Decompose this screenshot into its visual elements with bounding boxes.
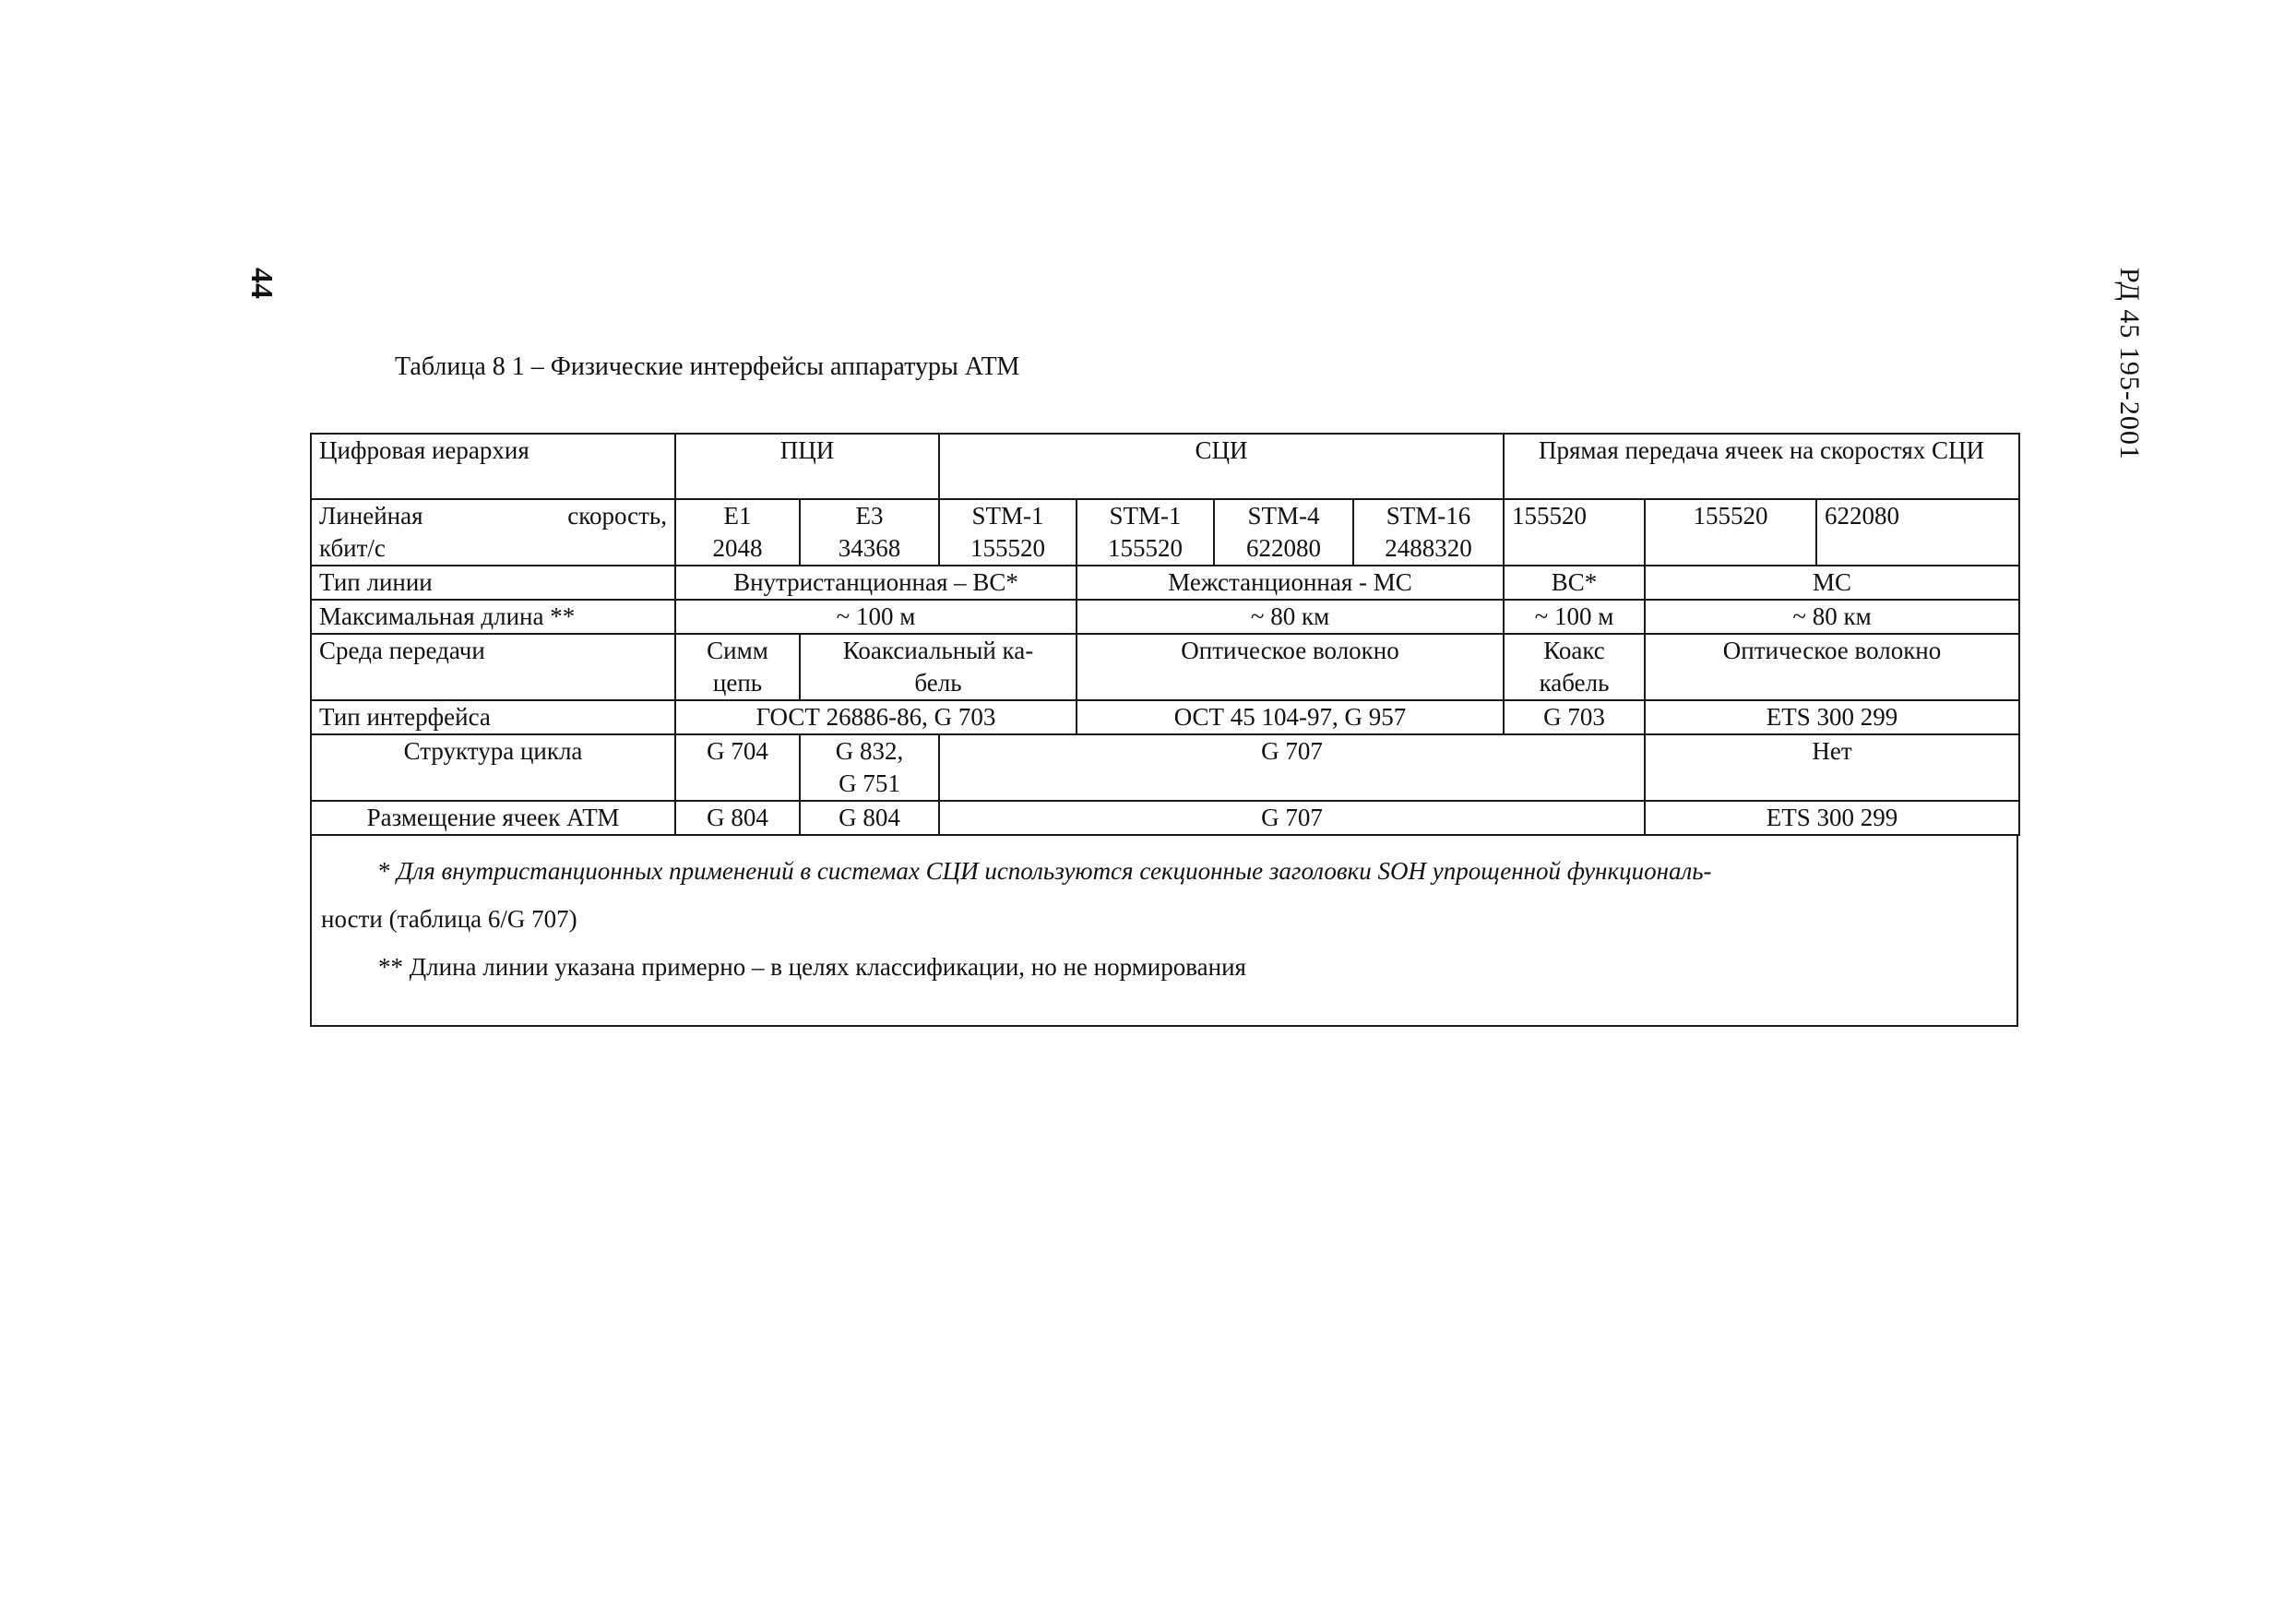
cell-medium-label: Среда передачи [311,634,675,700]
speed-stm16-name: STM-16 [1386,502,1471,530]
cell-mapping-label: Размещение ячеек АТМ [311,801,675,835]
frame-b-line-1: G 832, [835,737,904,765]
cell-line-type-intra: Внутристанционная – ВС* [675,566,1077,600]
cell-speed-direct-2: 155520 [1645,499,1816,566]
cell-max-length-d: ~ 80 км [1645,600,2019,634]
row-frame-structure [311,734,2019,801]
table-caption: Таблица 8 1 – Физические интерфейсы аппаратуры АТМ [395,352,1020,381]
speed-stm16-value: 2488320 [1385,534,1472,562]
note-1 [321,847,2009,943]
cell-speed-e3 [800,499,939,566]
row-cell-mapping [311,801,2019,835]
speed-stm4-value: 622080 [1246,534,1321,562]
note-2: ** Длина линии указана примерно – в целях классификации, но не нормирования [378,953,1246,981]
row-interface-type [311,700,2019,734]
medium-coax-line-1: Коаксиальный ка- [842,637,1034,664]
cell-sdh: СЦИ [939,434,1504,499]
row-hierarchy [311,434,2019,499]
cell-line-type-inter: Межстанционная - МС [1077,566,1504,600]
speed-label-word-2: скорость, [567,502,667,530]
cell-frame-a: G 704 [675,734,800,801]
cell-frame-c: G 707 [939,734,1645,801]
speed-label-unit: кбит/с [319,534,386,562]
cell-interface-c: G 703 [1504,700,1645,734]
row-line-type [311,566,2019,600]
cell-interface-label: Тип интерфейса [311,700,675,734]
table-notes [310,836,2018,1027]
cell-pdh: ПЦИ [675,434,939,499]
interfaces-table [310,433,2020,836]
speed-stm4-name: STM-4 [1247,502,1320,530]
speed-e1-name: E1 [723,502,752,530]
speed-stm1-a-name: STM-1 [971,502,1044,530]
note-1-continuation: ности (таблица 6/G 707) [321,905,577,933]
cell-speed-label [311,499,675,566]
table-container [310,433,2018,1027]
note-1-italic: Для внутристанционных применений в системах СЦИ используются секционные заголовки SOH упрощенной функциональ- [397,857,1712,885]
cell-speed-e1 [675,499,800,566]
cell-speed-stm1-b [1077,499,1214,566]
document-id: РД 45 195-2001 [2114,268,2145,460]
note-1-marker: * [378,857,398,885]
cell-speed-stm1-a [939,499,1077,566]
cell-medium-coax-short [1504,634,1645,700]
speed-e3-value: 34368 [838,534,901,562]
medium-coax-short-line-2: кабель [1539,669,1610,697]
cell-frame-label: Структура цикла [311,734,675,801]
medium-coax-short-line-1: Коакс [1543,637,1605,664]
cell-max-length-b: ~ 80 км [1077,600,1504,634]
cell-interface-d: ETS 300 299 [1645,700,2019,734]
cell-medium-symm [675,634,800,700]
medium-coax-line-2: бель [914,669,962,697]
speed-e1-value: 2048 [712,534,763,562]
cell-frame-b [800,734,939,801]
cell-line-type-label: Тип линии [311,566,675,600]
speed-label-word-1: Линейная [319,502,423,530]
cell-medium-optic: Оптическое волокно [1077,634,1504,700]
frame-b-line-2: G 751 [839,769,900,797]
speed-label-line-1 [319,500,667,532]
medium-symm-line-2: цепь [712,669,763,697]
cell-medium-coax [800,634,1077,700]
cell-direct-transfer: Прямая передача ячеек на скоростях СЦИ [1504,434,2019,499]
cell-speed-direct-3: 622080 [1816,499,2019,566]
cell-interface-b: ОСТ 45 104-97, G 957 [1077,700,1504,734]
cell-frame-d: Нет [1645,734,2019,801]
page-number: 44 [244,268,279,299]
row-medium [311,634,2019,700]
row-max-length [311,600,2019,634]
cell-max-length-a: ~ 100 м [675,600,1077,634]
cell-interface-a: ГОСТ 26886-86, G 703 [675,700,1077,734]
speed-stm1-b-name: STM-1 [1109,502,1182,530]
cell-hierarchy-label: Цифровая иерархия [311,434,675,499]
cell-speed-stm16 [1353,499,1504,566]
speed-stm1-a-value: 155520 [970,534,1045,562]
cell-mapping-c: G 707 [939,801,1645,835]
cell-line-type-vs: ВС* [1504,566,1645,600]
cell-max-length-c: ~ 100 м [1504,600,1645,634]
cell-mapping-b: G 804 [800,801,939,835]
cell-line-type-ms: МС [1645,566,2019,600]
cell-speed-direct-1: 155520 [1504,499,1645,566]
cell-max-length-label: Максимальная длина ** [311,600,675,634]
row-line-speed [311,499,2019,566]
cell-medium-optic-2: Оптическое волокно [1645,634,2019,700]
cell-mapping-d: ETS 300 299 [1645,801,2019,835]
speed-e3-name: E3 [855,502,884,530]
medium-symm-line-1: Симм [707,637,768,664]
speed-stm1-b-value: 155520 [1108,534,1183,562]
cell-speed-stm4 [1214,499,1353,566]
cell-mapping-a: G 804 [675,801,800,835]
